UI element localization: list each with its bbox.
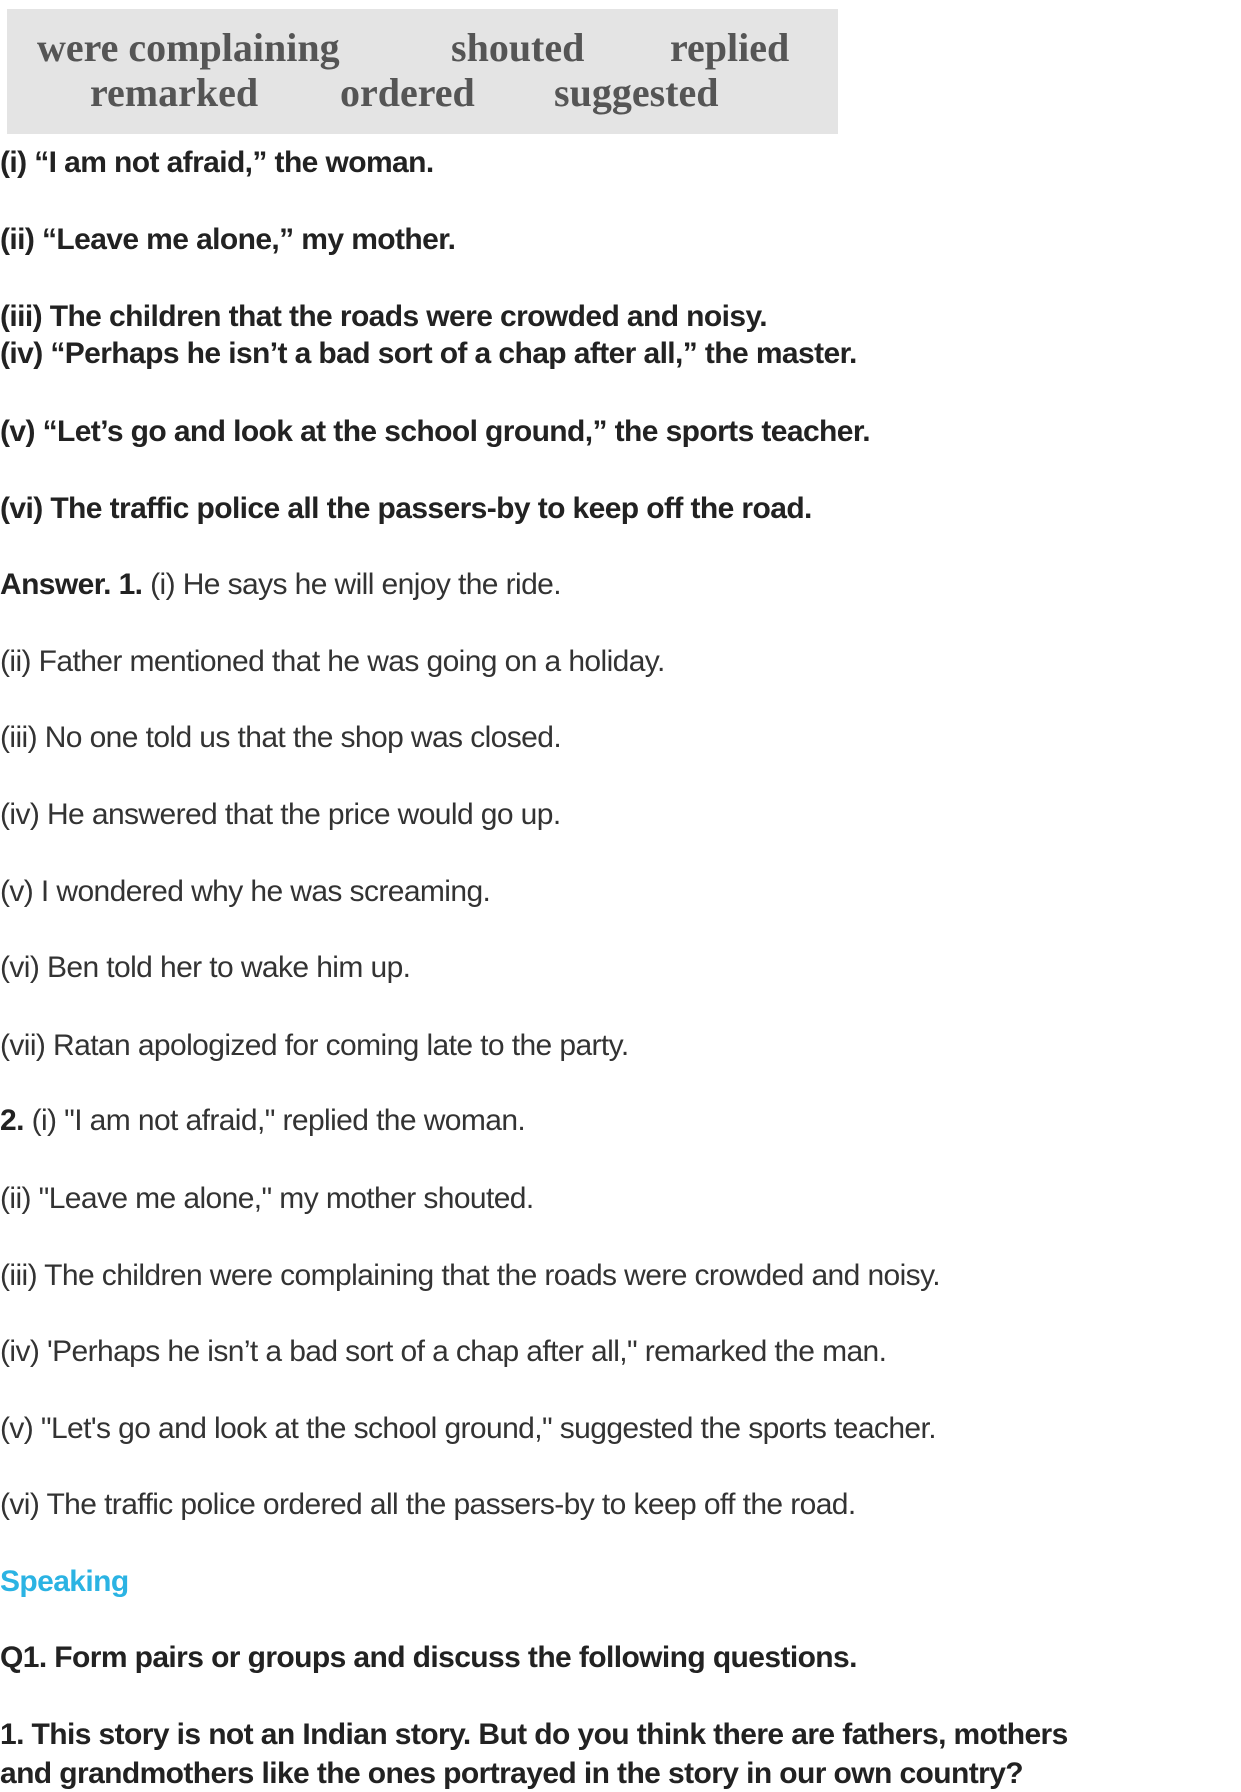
answer-line: (ii) Father mentioned that he was going on a holiday. (0, 645, 665, 678)
answer-label: 2. (0, 1104, 24, 1137)
word-option: ordered (340, 70, 475, 115)
word-option: shouted (451, 25, 585, 70)
answer-line: (vi) Ben told her to wake him up. (0, 951, 411, 984)
speaking-item: and grandmothers like the ones portrayed in the story in our own country? (0, 1757, 1024, 1790)
word-option: suggested (554, 70, 719, 115)
answer-line: (vii) Ratan apologized for coming late to the party. (0, 1029, 629, 1062)
question-line: (ii) “Leave me alone,” my mother. (0, 223, 456, 256)
answer-line: (iii) No one told us that the shop was closed. (0, 721, 562, 754)
answer-label: Answer. 1. (0, 568, 143, 601)
answer-line: (iii) The children were complaining that the roads were crowded and noisy. (0, 1259, 940, 1292)
answer-text: (i) He says he will enjoy the ride. (142, 568, 561, 601)
section-heading: Speaking (0, 1565, 129, 1598)
question-line: (iii) The children that the roads were crowded and noisy. (0, 300, 768, 333)
answer-line (0, 567, 561, 603)
question-line: (i) “I am not afraid,” the woman. (0, 146, 434, 179)
word-option: were complaining (37, 25, 340, 70)
answer-line: (iv) 'Perhaps he isn’t a bad sort of a chap after all," remarked the man. (0, 1335, 887, 1368)
word-option: remarked (90, 70, 259, 115)
speaking-question: Q1. Form pairs or groups and discuss the following questions. (0, 1641, 857, 1674)
answer-line: (v) "Let's go and look at the school ground," suggested the sports teacher. (0, 1412, 936, 1445)
speaking-item: 1. This story is not an Indian story. But do you think there are fathers, mothers (0, 1718, 1068, 1751)
answer-line: (vi) The traffic police ordered all the passers-by to keep off the road. (0, 1488, 856, 1521)
question-line: (v) “Let’s go and look at the school ground,” the sports teacher. (0, 415, 870, 448)
answer-line: (iv) He answered that the price would go up. (0, 798, 561, 831)
answer-line: (v) I wondered why he was screaming. (0, 875, 491, 908)
answer-line (0, 1103, 525, 1139)
word-option: replied (670, 25, 790, 70)
question-line: (iv) “Perhaps he isn’t a bad sort of a chap after all,” the master. (0, 337, 857, 370)
question-line: (vi) The traffic police all the passers-by to keep off the road. (0, 492, 812, 525)
answer-line: (ii) "Leave me alone," my mother shouted. (0, 1182, 534, 1215)
answer-text: (i) "I am not afraid," replied the woman. (23, 1104, 526, 1137)
